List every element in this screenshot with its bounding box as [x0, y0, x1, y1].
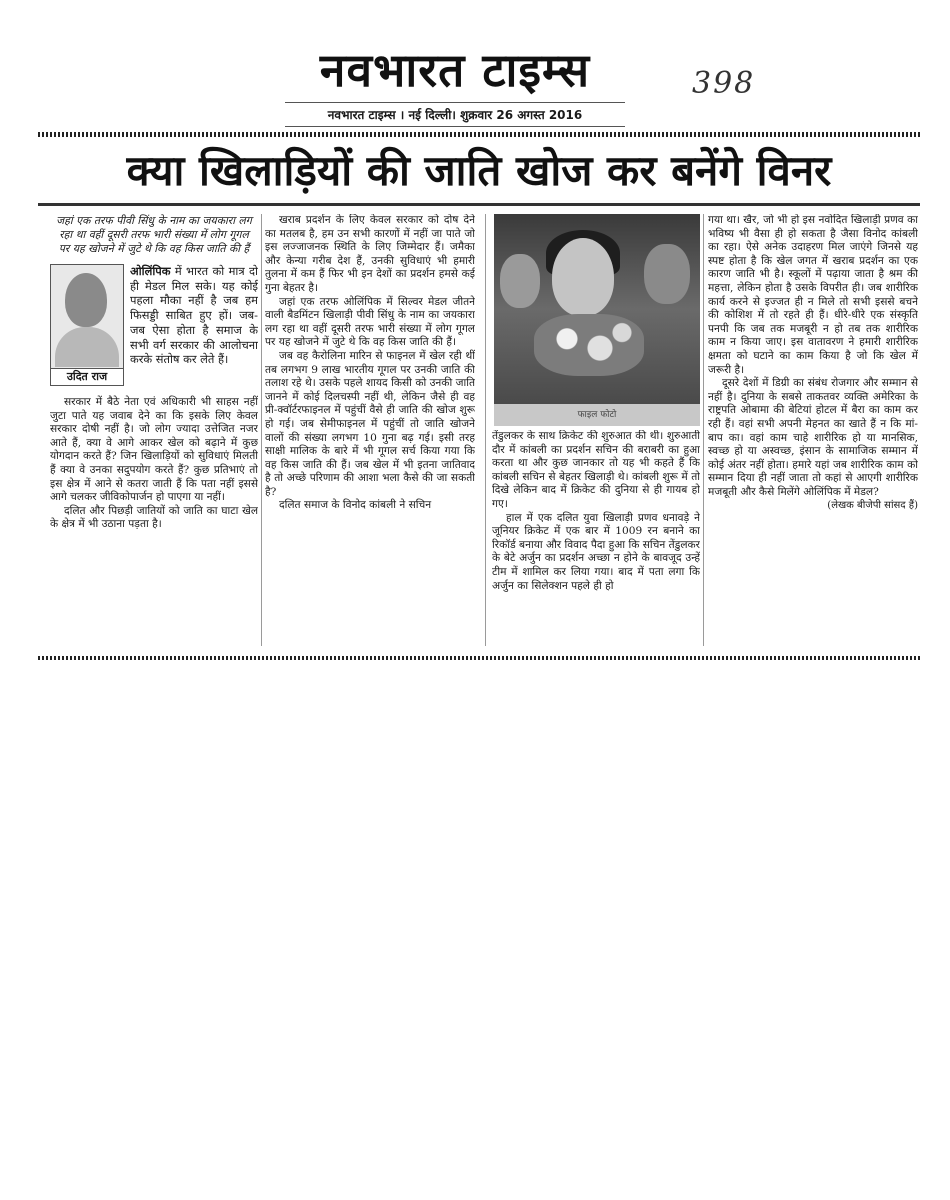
photo-caption: फाइल फोटो: [494, 404, 700, 426]
paragraph: दलित समाज के विनोद कांबली ने सचिन: [279, 499, 432, 512]
dropcap-lead: ओलिंपिक: [130, 264, 171, 278]
author-body: [55, 327, 119, 367]
headline-rule: [38, 203, 920, 206]
paragraph: गया था। खैर, जो भी हो इस नवोदित खिलाड़ी प्रणव का भविष्य भी वैसा ही हो सकता है जैसा विनोद कांबली का रहा। ऐसे अनेक उदाहरण मिल जाएंगे जिनसे यह स्पष्ट होता है कि खेल जगत में खराब प्रदर्शन का एक कारण जाति भी है। स्कूलों में पढ़ाया जाता है श्रम की महत्ता, लेकिन होता है उसके विपरीत ही। जब शारीरिक कार्य करने से इज्जत ही न मिले तो सभी इससे बचने की कोशिश में तो रहते ही हैं। धीरे-धीरे एक संस्कृति पनपी कि जब तक मजबूरी न हो तब तक शारीरिक काम न किया जाए। इस वातावरण ने हमारी शारीरिक क्षमता को घटाने का काम किया है जो कि खेल में जरूरी है।: [708, 214, 918, 376]
masthead: [285, 40, 625, 132]
author-photo: [50, 264, 124, 386]
paragraph: जब वह कैरोलिना मारिन से फाइनल में खेल रही थीं तब लगभग 9 लाख भारतीय गूगल पर उनकी जाति की तलाश रहे थे। उसके पहले शायद किसी को उनकी जाति जानने में कोई दिलचस्पी नहीं थी, लेकिन जैसे ही वह प्री-क्वॉर्टरफाइनल में पहुंचीं वैसे ही जाति की खोज शुरू हो गई। जब सेमीफाइनल में पहुंचीं तो जाति खोजने वालों की संख्या लगभग 10 गुना बढ़ गई। इसी तरह साक्षी मालिक के बारे में भी गूगल सर्च किया गया कि वह किस जाति की हैं। जब खेल में भी इतना जातिवाद है तो अच्छे परिणाम की आशा भला कैसे की जा सकती है?: [265, 349, 475, 498]
paragraph: सरकार में बैठे नेता एवं अधिकारी भी साहस नहीं जुटा पाते यह जवाब देने का कि इसके लिए केवल सरकार दोषी नहीं है। जो लोग ज्यादा उत्तेजित नजर आते हैं, क्या वे आगे आकर खेल को बढ़ाने में कुछ योगदान करते हैं? जिन खिलाड़ियों को सुविधाएं मिलती हैं क्या वे उनका सदुपयोग करते हैं? कुछ प्रतिभाएं तो इस क्षेत्र में आने से कतरा जाती हैं कि पता नहीं इससे आगे चलकर जीविकोपार्जन हो पाएगा या नहीं।: [50, 396, 258, 504]
opening-paragraph: में भारत को मात्र दो ही मेडल मिल सके। यह कोई पहला मौका नहीं है जब हम फिसड्डी साबित हुए हों। जब-जब ऐसा होता है समाज के सभी वर्ग सरकार की आलोचना करके संतोष कर लेते हैं।: [130, 264, 258, 367]
bottom-divider: [38, 656, 920, 660]
paragraph: दलित और पिछड़ी जातियों को जाति का घाटा खेल के क्षेत्र में भी उठाना पड़ता है।: [50, 504, 258, 531]
paragraph: खराब प्रदर्शन के लिए केवल सरकार को दोष देने का मतलब है, हम उन सभी कारणों में नहीं जा पाते जो इस लज्जाजनक स्थिति के लिए जिम्मेदार हैं। जमैका और केन्या गरीब देश हैं, उनकी सुविधाएं भी हमारी तुलना में कम हैं फिर भी इन देशों का प्रदर्शन हमसे कई गुना बेहतर है।: [265, 214, 475, 294]
photo-person-right: [644, 244, 690, 304]
headline: क्या खिलाड़ियों की जाति खोज कर बनेंगे विनर: [126, 146, 832, 195]
paragraph: दूसरे देशों में डिग्री का संबंध रोजगार और सम्मान से नहीं है। दुनिया के सबसे ताकतवर व्यक्ति अमेरिका के राष्ट्रपति ओबामा की बेटियां होटल में बैरा का काम कर रही हैं। वहां सभी अपनी मेहनत का खाते हैं न कि मां-बाप का। वहां काम चाहे शारीरिक हो या मानसिक, स्वच्छ हो या अस्वच्छ, इंसान के सामाजिक सम्मान में कोई अंतर नहीं होता। हमारे यहां जब शारीरिक काम को सम्मान दिया ही नहीं जाता तो कहां से आएगी शारीरिक मजबूती और कैसे मिलेंगे ओलिंपिक में मेडल?: [708, 377, 918, 498]
column-divider: [703, 214, 704, 646]
article-column-3: [492, 430, 700, 646]
article-column-1: [50, 214, 258, 646]
article-column-4: [708, 214, 918, 646]
newspaper-title: नवभारत टाइम्स: [319, 43, 591, 97]
dateline: नवभारत टाइम्स । नई दिल्ली। शुक्रवार 26 अगस्त 2016: [285, 102, 625, 127]
author-face: [65, 273, 107, 327]
photo-bouquet: [534, 314, 644, 376]
article-column-2: [265, 214, 475, 646]
photo-person-left: [500, 254, 540, 308]
author-block: [50, 264, 258, 392]
column-divider: [261, 214, 262, 646]
paragraph: हाल में एक दलित युवा खिलाड़ी प्रणव धनावड़े ने जूनियर क्रिकेट में एक बार में 1009 रन बनाने का रिकॉर्ड बनाया और विवाद पैदा हुआ कि सचिन तेंडुलकर के बेटे अर्जुन का प्रदर्शन अच्छा न होने के बावजूद उन्हें टीम में शामिल कर लिया गया। बाद में पता लगा कि अर्जुन का सिलेक्शन पहले ही हो: [492, 511, 700, 592]
handwritten-page-number: 398: [692, 66, 756, 101]
paragraph: जहां एक तरफ ओलिंपिक में सिल्वर मेडल जीतने वाली बैडमिंटन खिलाड़ी पीवी सिंधु के नाम का जयकारा लग रहा था वहीं दूसरी तरफ भारी संख्या में लोग गूगल पर यह खोजने में जुटे थे कि वह किस जाति की हैं।: [265, 295, 475, 349]
top-divider: [38, 132, 920, 137]
news-photo: [494, 214, 700, 426]
paragraph: तेंडुलकर के साथ क्रिकेट की शुरुआत की थी। शुरुआती दौर में कांबली का प्रदर्शन सचिन की बराबरी का हुआ करता था और कुछ जानकार तो यह भी कहते हैं कि कांबली सचिन से बेहतर खिलाड़ी थे। कांबली शुरू में तो दिखे लेकिन बाद में क्रिकेट की दुनिया से ही गायब हो गए।: [492, 430, 700, 510]
author-signoff: (लेखक बीजेपी सांसद हैं): [827, 500, 918, 512]
author-name: उदित राज: [51, 368, 123, 385]
column-divider: [485, 214, 486, 646]
photo-person-center: [552, 238, 614, 316]
intro-blurb: जहां एक तरफ पीवी सिंधु के नाम का जयकारा लग रहा था वहीं दूसरी तरफ भारी संख्या में लोग गूगल पर यह खोजने में जुटे थे कि वह किस जाति की हैं: [56, 214, 252, 255]
